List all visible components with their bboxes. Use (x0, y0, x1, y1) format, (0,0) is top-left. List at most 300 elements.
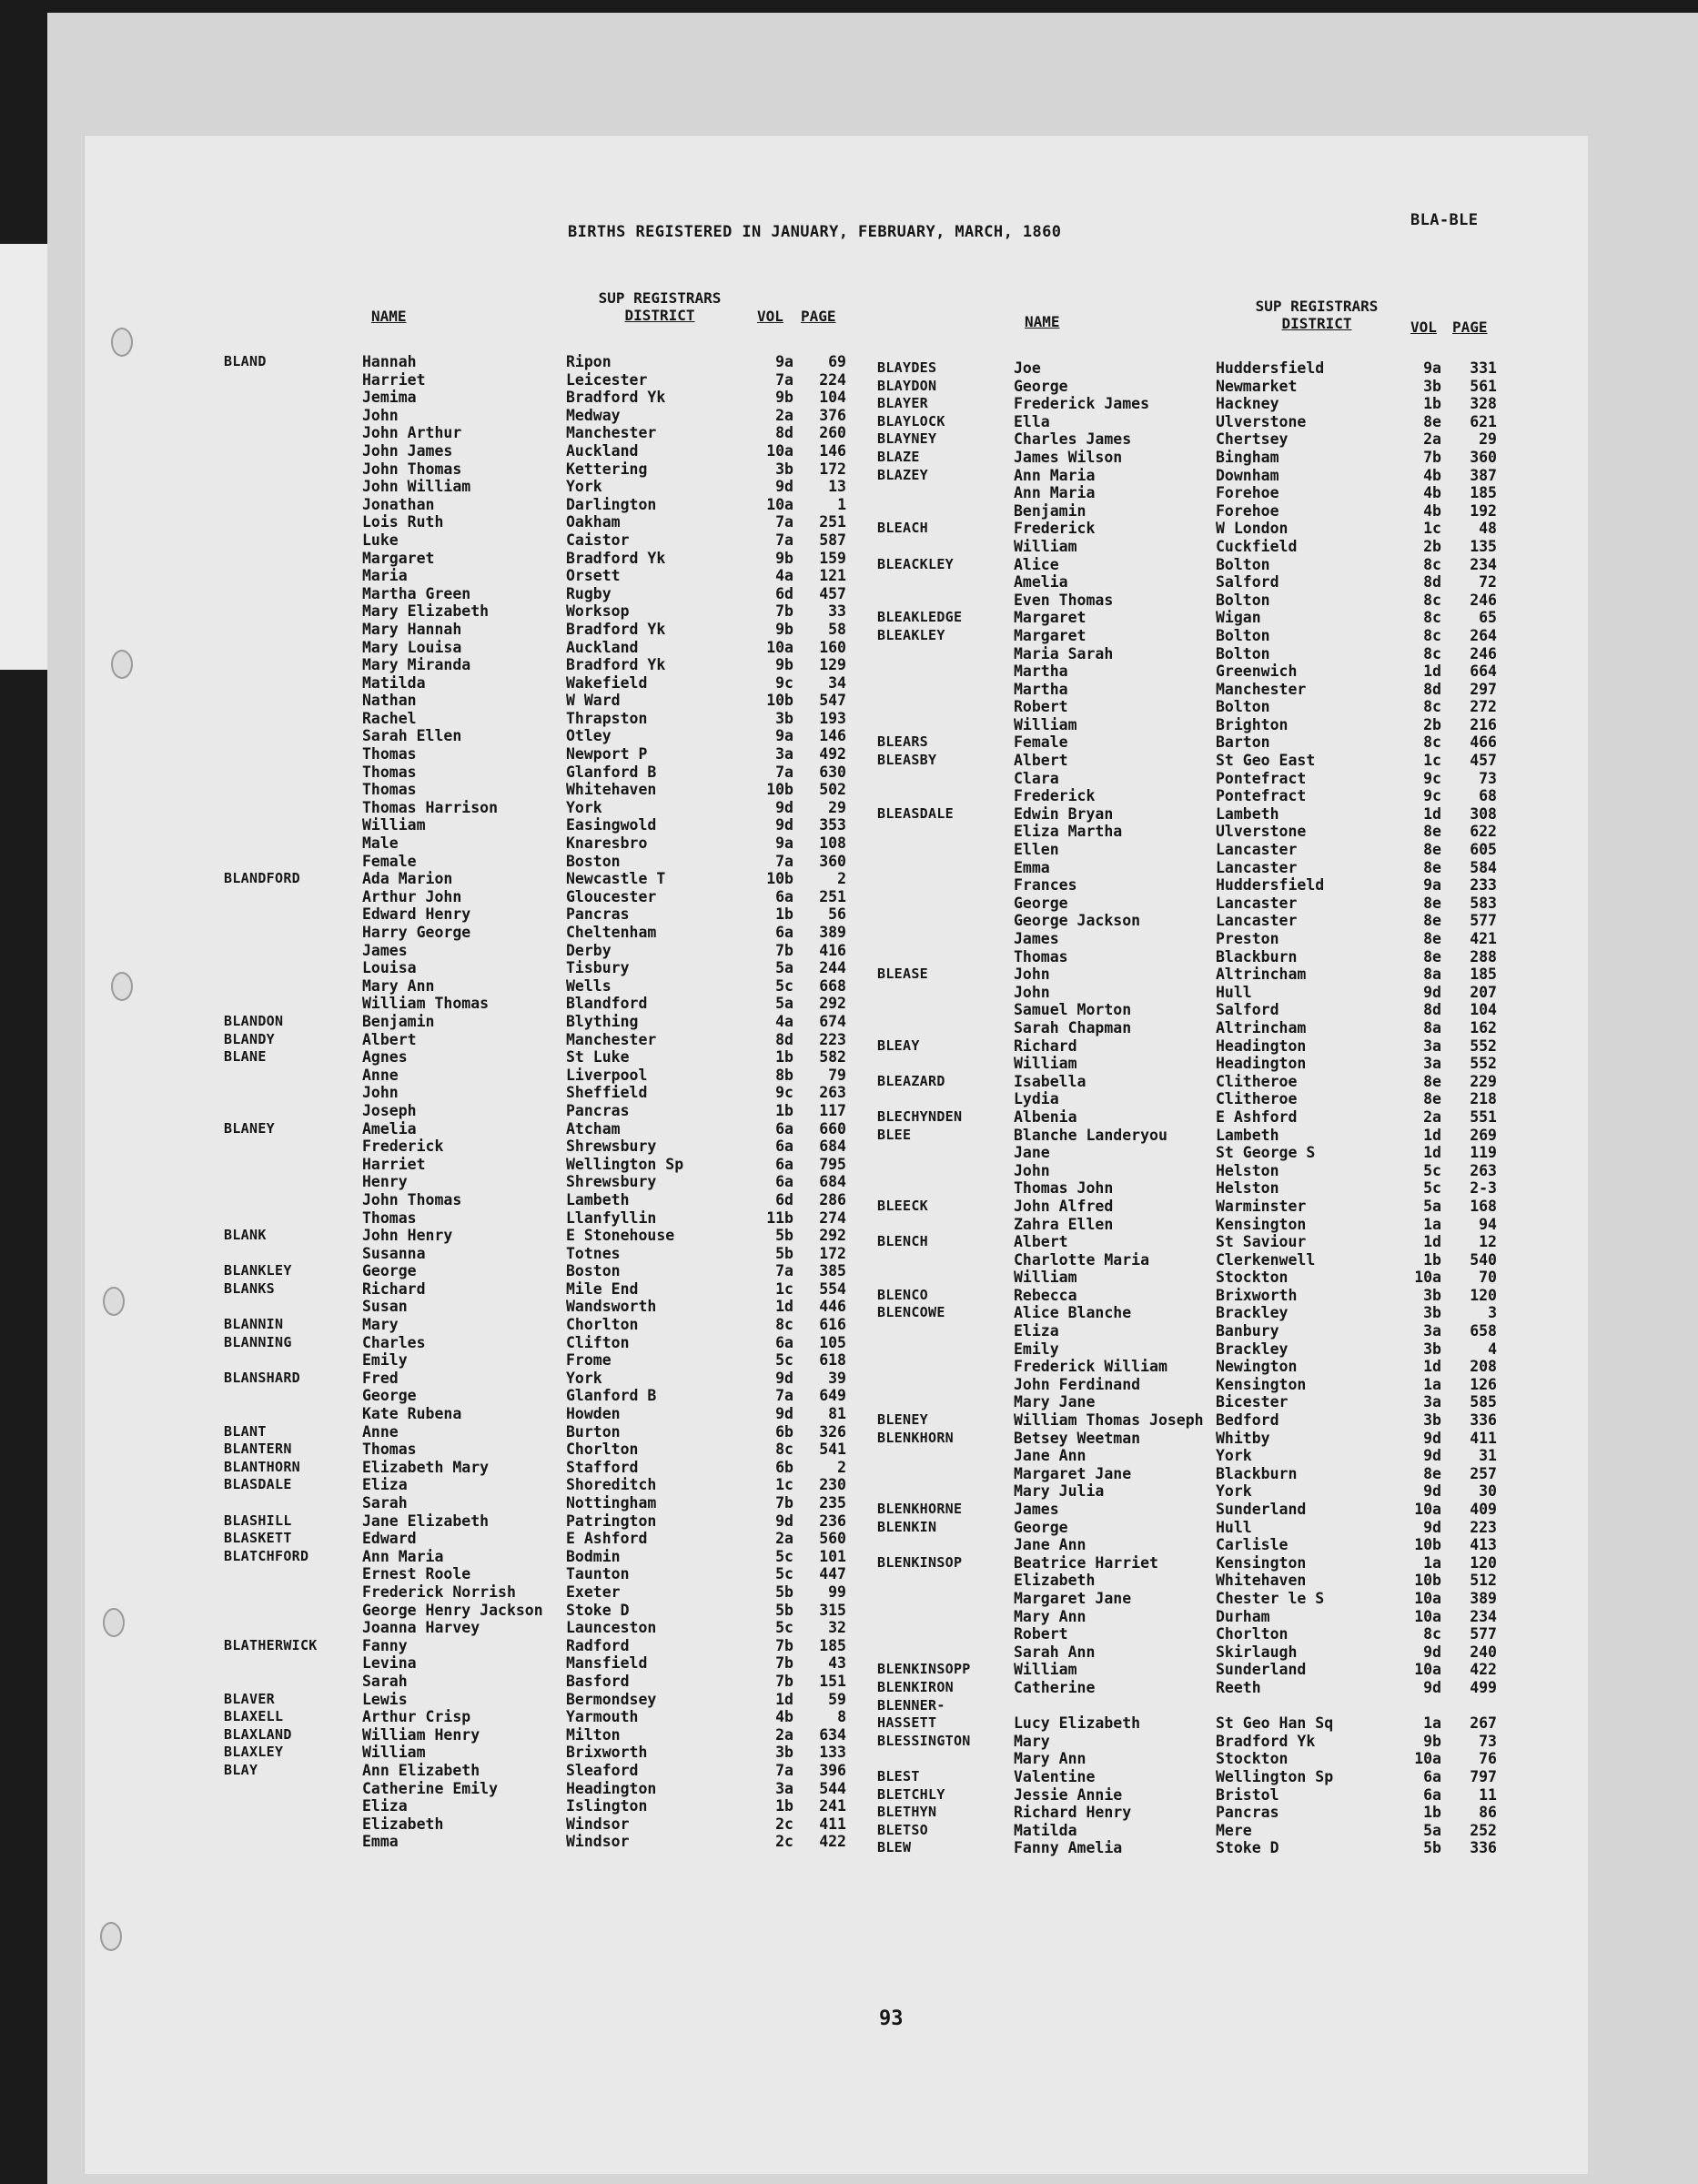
forename-cell: Lewis (362, 1690, 408, 1708)
forename-cell: Harriet (362, 1155, 426, 1173)
district-cell: Reeth (1216, 1678, 1261, 1696)
table-row (877, 1714, 1514, 1733)
district-cell: Frome (566, 1351, 611, 1370)
forename-cell: Nathan (362, 692, 417, 710)
surname-cell: BLASDALE (224, 1476, 292, 1493)
page-cell: 336 (1470, 1839, 1497, 1857)
vol-cell: 5c (775, 1565, 793, 1583)
page-cell: 577 (1470, 1625, 1497, 1643)
table-row (224, 763, 852, 782)
surname-cell: BLASHILL (224, 1512, 292, 1529)
vol-cell: 4b (1423, 466, 1441, 484)
page-cell: 328 (1470, 395, 1497, 413)
page-cell: 99 (828, 1582, 846, 1601)
surname-cell: BLESSINGTON (877, 1732, 971, 1749)
district-cell: Bradford Yk (566, 549, 666, 567)
page-cell: 795 (819, 1155, 846, 1173)
page-cell: 274 (819, 1208, 846, 1227)
vol-cell: 9a (1423, 876, 1441, 895)
forename-cell: Jane Ann (1014, 1536, 1087, 1554)
page-cell: 684 (819, 1173, 846, 1191)
table-row (877, 984, 1514, 1002)
vol-cell: 8d (1423, 573, 1441, 592)
forename-cell: George (1014, 894, 1068, 912)
vol-cell: 4a (775, 1012, 793, 1030)
page-cell: 218 (1470, 1090, 1497, 1108)
forename-cell: Mary Miranda (362, 656, 471, 674)
left-header-vol-text: VOL (757, 308, 783, 325)
district-cell: Otley (566, 727, 611, 745)
vol-cell: 6d (775, 584, 793, 602)
page-cell: 413 (1470, 1536, 1497, 1554)
page-cell: 263 (819, 1084, 846, 1102)
forename-cell: Female (362, 852, 417, 870)
vol-cell: 6a (775, 924, 793, 941)
forename-cell: Margaret (362, 549, 435, 567)
table-row (877, 627, 1514, 645)
right-header-name (1025, 313, 1060, 330)
page-cell: 216 (1470, 715, 1497, 733)
table-row (877, 716, 1514, 734)
page-cell: 151 (819, 1672, 846, 1690)
page-cell: 235 (819, 1494, 846, 1512)
page-cell: 192 (1470, 501, 1497, 520)
forename-cell: John James (362, 441, 453, 460)
vol-cell: 9d (775, 1369, 793, 1387)
surname-cell: BLANTERN (224, 1441, 292, 1458)
page-cell: 621 (1470, 412, 1497, 430)
table-row (877, 805, 1514, 824)
table-row (224, 977, 852, 996)
district-cell: Skirlaugh (1216, 1643, 1298, 1661)
vol-cell: 1d (1423, 1358, 1441, 1376)
table-row (224, 353, 852, 371)
forename-cell: Robert (1014, 1625, 1068, 1643)
vol-cell: 10b (766, 692, 793, 710)
table-row (224, 1619, 852, 1637)
district-cell: Clifton (566, 1333, 630, 1351)
table-row (877, 430, 1514, 449)
forename-cell: George (1014, 1518, 1068, 1536)
forename-cell: Edwin Bryan (1014, 804, 1114, 823)
forename-cell: William (1014, 1055, 1077, 1073)
page-cell: 234 (1470, 555, 1497, 573)
page-cell: 416 (819, 941, 846, 959)
forename-cell: Jane (1014, 1144, 1050, 1162)
surname-cell: BLANKS (224, 1279, 275, 1297)
punch-hole (103, 1287, 125, 1316)
table-row (877, 1037, 1514, 1056)
forename-cell: Ada Marion (362, 870, 453, 888)
district-cell: Thrapston (566, 709, 648, 727)
vol-cell: 5a (775, 995, 793, 1013)
table-row (224, 816, 852, 834)
table-row (877, 592, 1514, 610)
page-cell: 233 (1470, 876, 1497, 895)
district-cell: York (1216, 1447, 1252, 1465)
vol-cell: 2b (1423, 537, 1441, 555)
district-cell: Barton (1216, 733, 1270, 752)
vol-cell: 1d (1423, 1233, 1441, 1251)
forename-cell: Eliza (1014, 1322, 1059, 1340)
forename-cell: Levina (362, 1654, 417, 1673)
vol-cell: 9a (775, 727, 793, 745)
page-cell: 11 (1479, 1785, 1497, 1804)
page-cell: 119 (1470, 1144, 1497, 1162)
table-row (224, 727, 852, 745)
vol-cell: 8a (1423, 966, 1441, 984)
vol-cell: 2a (775, 1725, 793, 1744)
district-cell: Exeter (566, 1582, 621, 1601)
district-cell: Bingham (1216, 448, 1279, 466)
district-cell: Wellington Sp (566, 1155, 684, 1173)
forename-cell: Arthur Crisp (362, 1708, 471, 1726)
page-cell: 257 (1470, 1464, 1497, 1482)
district-cell: Easingwold (566, 816, 657, 834)
district-cell: York (566, 798, 602, 816)
district-cell: W London (1216, 520, 1289, 538)
vol-cell: 10a (1414, 1589, 1441, 1607)
district-cell: Windsor (566, 1833, 630, 1851)
district-cell: Radford (566, 1636, 630, 1654)
left-header-district-line1: SUP REGISTRARS (598, 289, 722, 307)
forename-cell: Thomas (1014, 947, 1068, 966)
forename-cell: George (1014, 377, 1068, 395)
page-cell: 1 (837, 495, 846, 513)
page-cell: 684 (819, 1138, 846, 1156)
page-cell: 234 (1470, 1607, 1497, 1625)
forename-cell: Jane Elizabeth (362, 1512, 490, 1530)
table-row (877, 538, 1514, 556)
table-row (877, 484, 1514, 502)
forename-cell: Charlotte Maria (1014, 1250, 1150, 1269)
forename-cell: Sarah Chapman (1014, 1018, 1132, 1036)
district-cell: Bradford Yk (566, 620, 666, 638)
forename-cell: Albert (362, 1030, 417, 1048)
vol-cell: 7b (775, 1672, 793, 1690)
page-cell: 587 (819, 531, 846, 549)
surname-cell: BLEAKLEDGE (877, 609, 963, 626)
district-cell: St Luke (566, 1048, 630, 1067)
page-cell: 86 (1479, 1804, 1497, 1822)
forename-cell: James Wilson (1014, 448, 1123, 466)
district-cell: Burton (566, 1422, 621, 1441)
surname-cell: BLEAZARD (877, 1072, 945, 1089)
table-row (224, 1815, 852, 1834)
forename-cell: Lois Ruth (362, 513, 444, 531)
page-cell: 33 (828, 602, 846, 621)
vol-cell: 8d (1423, 680, 1441, 698)
vol-cell: 6a (775, 1119, 793, 1138)
table-row (224, 550, 852, 568)
page-cell: 105 (819, 1333, 846, 1351)
surname-cell: BLANKLEY (224, 1262, 292, 1279)
table-row (877, 859, 1514, 877)
district-cell: Lambeth (566, 1190, 630, 1208)
page-cell: 360 (819, 852, 846, 870)
table-row (877, 1643, 1514, 1662)
district-cell: Wakefield (566, 673, 648, 692)
vol-cell: 3b (775, 460, 793, 478)
district-cell: Pontefract (1216, 769, 1307, 787)
table-row (877, 1501, 1514, 1519)
page-cell: 585 (1470, 1393, 1497, 1411)
district-cell: Lambeth (1216, 804, 1279, 823)
table-row (877, 378, 1514, 396)
vol-cell: 9d (775, 478, 793, 496)
surname-cell: BLATHERWICK (224, 1636, 318, 1653)
page-cell: 12 (1479, 1233, 1497, 1251)
forename-cell: Alice (1014, 555, 1059, 573)
page-cell: 104 (1470, 1001, 1497, 1019)
district-cell: Basford (566, 1672, 630, 1690)
table-row (224, 407, 852, 425)
page-cell: 135 (1470, 537, 1497, 555)
surname-cell: BLAY (224, 1761, 258, 1778)
surname-cell: BLEST (877, 1767, 920, 1785)
district-cell: Worksop (566, 602, 630, 621)
forename-cell: William Thomas (362, 995, 490, 1013)
district-cell: E Ashford (1216, 1107, 1298, 1126)
vol-cell: 5c (775, 1619, 793, 1637)
surname-cell: BLAYNEY (877, 430, 937, 448)
page-cell: 561 (1470, 377, 1497, 395)
table-row (224, 1334, 852, 1352)
page-cell: 272 (1470, 698, 1497, 716)
district-cell: Helston (1216, 1179, 1279, 1198)
district-cell: Bradford Yk (566, 389, 666, 407)
page-cell: 263 (1470, 1161, 1497, 1179)
page-cell: 540 (1470, 1250, 1497, 1269)
vol-cell: 7b (775, 1636, 793, 1654)
vol-cell: 9d (1423, 1482, 1441, 1501)
table-row (224, 371, 852, 389)
table-row (224, 1583, 852, 1602)
district-cell: Clitheroe (1216, 1090, 1298, 1108)
page-cell: 29 (1479, 430, 1497, 449)
forename-cell: Mary Jane (1014, 1393, 1096, 1411)
forename-cell: Sarah (362, 1494, 408, 1512)
forename-cell: Henry (362, 1173, 408, 1191)
forename-cell: James (1014, 1501, 1059, 1518)
forename-cell: Ella (1014, 412, 1050, 430)
vol-cell: 1c (775, 1476, 793, 1494)
page-cell: 422 (819, 1833, 846, 1851)
district-cell: Boston (566, 1262, 621, 1280)
district-cell: Durham (1216, 1607, 1270, 1625)
page-cell: 8 (837, 1708, 846, 1726)
district-cell: Headington (1216, 1055, 1307, 1073)
page-cell: 2-3 (1470, 1179, 1497, 1198)
district-cell: Mere (1216, 1821, 1252, 1839)
table-row (224, 692, 852, 710)
page-cell: 251 (819, 887, 846, 905)
district-cell: Derby (566, 941, 611, 959)
vol-cell: 1b (775, 1101, 793, 1119)
forename-cell: Susan (362, 1298, 408, 1316)
district-cell: Milton (566, 1725, 621, 1744)
page-cell: 292 (819, 995, 846, 1013)
district-cell: Auckland (566, 441, 639, 460)
page-cell: 133 (819, 1744, 846, 1762)
forename-cell: James (362, 941, 408, 959)
district-cell: Greenwich (1216, 662, 1298, 681)
surname-cell: BLAYER (877, 395, 928, 412)
district-cell: Chester le S (1216, 1589, 1325, 1607)
district-cell: Stafford (566, 1458, 639, 1476)
table-row (877, 1251, 1514, 1269)
right-header-vol-text: VOL (1410, 318, 1437, 336)
surname-cell: BLEASDALE (877, 804, 954, 822)
right-header-district-line1: SUP REGISTRARS (1255, 298, 1379, 315)
vol-cell: 3a (1423, 1322, 1441, 1340)
forename-cell: Thomas (362, 1441, 417, 1459)
surname-cell: BLETCHLY (877, 1785, 945, 1803)
table-row (877, 1447, 1514, 1465)
district-cell: Lancaster (1216, 894, 1298, 912)
vol-cell: 9a (775, 353, 793, 370)
forename-cell: John Arthur (362, 424, 462, 442)
vol-cell: 7a (775, 852, 793, 870)
vol-cell: 1c (1423, 520, 1441, 538)
table-row (224, 1708, 852, 1726)
forename-cell: Edward (362, 1530, 417, 1548)
district-cell: Bradford Yk (1216, 1732, 1316, 1750)
vol-cell: 10a (1414, 1661, 1441, 1679)
district-cell: Chorlton (1216, 1625, 1289, 1643)
surname-cell: BLEW (877, 1839, 912, 1856)
forename-cell: Harry George (362, 924, 471, 941)
table-row (224, 853, 852, 871)
page-cell: 422 (1470, 1661, 1497, 1679)
vol-cell: 8e (1423, 858, 1441, 876)
district-cell: Kensington (1216, 1215, 1307, 1233)
district-cell: Windsor (566, 1815, 630, 1833)
surname-cell: BLAZE (877, 448, 920, 465)
forename-cell: Amelia (1014, 573, 1068, 592)
vol-cell: 7a (775, 763, 793, 781)
forename-cell: Thomas Harrison (362, 798, 499, 816)
table-row (224, 1120, 852, 1138)
page-cell: 674 (819, 1012, 846, 1030)
vol-cell: 5b (1423, 1839, 1441, 1857)
surname-cell: BLEACKLEY (877, 555, 954, 572)
page-cell: 315 (819, 1601, 846, 1619)
page-cell: 185 (1470, 966, 1497, 984)
page-cell: 387 (1470, 466, 1497, 484)
district-cell: Huddersfield (1216, 359, 1325, 377)
page-cell: 72 (1479, 573, 1497, 592)
district-cell: Kettering (566, 460, 648, 478)
page-cell: 544 (819, 1779, 846, 1797)
surname-cell: BLANT (224, 1422, 267, 1440)
district-cell: Shrewsbury (566, 1173, 657, 1191)
table-row (224, 1298, 852, 1316)
table-row (224, 1423, 852, 1441)
table-row (224, 1441, 852, 1459)
table-row (224, 942, 852, 960)
forename-cell: Mary Hannah (362, 620, 462, 638)
table-row (877, 1055, 1514, 1073)
table-row (877, 1127, 1514, 1145)
vol-cell: 3a (1423, 1036, 1441, 1055)
table-row (877, 1804, 1514, 1822)
forename-cell: Sarah (362, 1672, 408, 1690)
forename-cell: William (1014, 1269, 1077, 1287)
vol-cell: 5c (1423, 1161, 1441, 1179)
table-row (224, 1654, 852, 1673)
forename-cell: Catherine (1014, 1678, 1096, 1696)
district-cell: Bolton (1216, 698, 1270, 716)
table-row (224, 1102, 852, 1120)
page-cell: 48 (1479, 520, 1497, 538)
table-row (224, 799, 852, 817)
surname-cell: BLENKINSOPP (877, 1661, 971, 1678)
forename-cell: Jemima (362, 389, 417, 407)
district-cell: Clerkenwell (1216, 1250, 1316, 1269)
district-cell: Pancras (566, 905, 630, 924)
page-cell: 560 (819, 1530, 846, 1548)
district-cell: Headington (566, 1779, 657, 1797)
table-row (224, 496, 852, 514)
district-cell: Bedford (1216, 1411, 1279, 1430)
forename-cell: Elizabeth (362, 1815, 444, 1833)
vol-cell: 1d (775, 1298, 793, 1316)
vol-cell: 8d (775, 1030, 793, 1048)
vol-cell: 8c (1423, 1625, 1441, 1643)
forename-cell: John Thomas (362, 460, 462, 478)
page-cell: 104 (819, 389, 846, 407)
page-cell: 457 (1470, 752, 1497, 770)
forename-cell: Jessie Annie (1014, 1785, 1123, 1804)
forename-cell: John (1014, 983, 1050, 1001)
vol-cell: 8c (1423, 626, 1441, 644)
punch-hole (100, 1922, 122, 1951)
district-cell: Forehoe (1216, 484, 1279, 502)
vol-cell: 6a (775, 1155, 793, 1173)
district-cell: Sheffield (566, 1084, 648, 1102)
vol-cell: 5c (775, 1351, 793, 1370)
forename-cell: Richard Henry (1014, 1804, 1132, 1822)
page-cell: 73 (1479, 769, 1497, 787)
district-cell: Gloucester (566, 887, 657, 905)
district-cell: Warminster (1216, 1197, 1307, 1215)
district-cell: Leicester (566, 370, 648, 389)
vol-cell: 1d (1423, 1126, 1441, 1144)
table-row (877, 912, 1514, 930)
district-cell: Blything (566, 1012, 639, 1030)
vol-cell: 8e (1423, 1090, 1441, 1108)
page-cell: 297 (1470, 680, 1497, 698)
forename-cell: William (362, 1744, 426, 1762)
surname-cell: BLEASBY (877, 752, 937, 769)
forename-cell: Frederick Norrish (362, 1582, 516, 1601)
table-row (224, 905, 852, 924)
district-cell: Atcham (566, 1119, 621, 1138)
table-row (877, 841, 1514, 859)
surname-cell: BLANTHORN (224, 1458, 300, 1475)
district-cell: Boston (566, 852, 621, 870)
surname-cell: BLANNIN (224, 1316, 284, 1333)
forename-cell: Emily (1014, 1340, 1059, 1358)
forename-cell: Margaret (1014, 609, 1087, 627)
forename-cell: Elizabeth (1014, 1572, 1096, 1590)
page-cell: 554 (819, 1279, 846, 1298)
page-cell: 108 (819, 834, 846, 853)
forename-cell: Margaret (1014, 626, 1087, 644)
surname-cell: BLAXLEY (224, 1744, 284, 1761)
district-cell: Oakham (566, 513, 621, 531)
